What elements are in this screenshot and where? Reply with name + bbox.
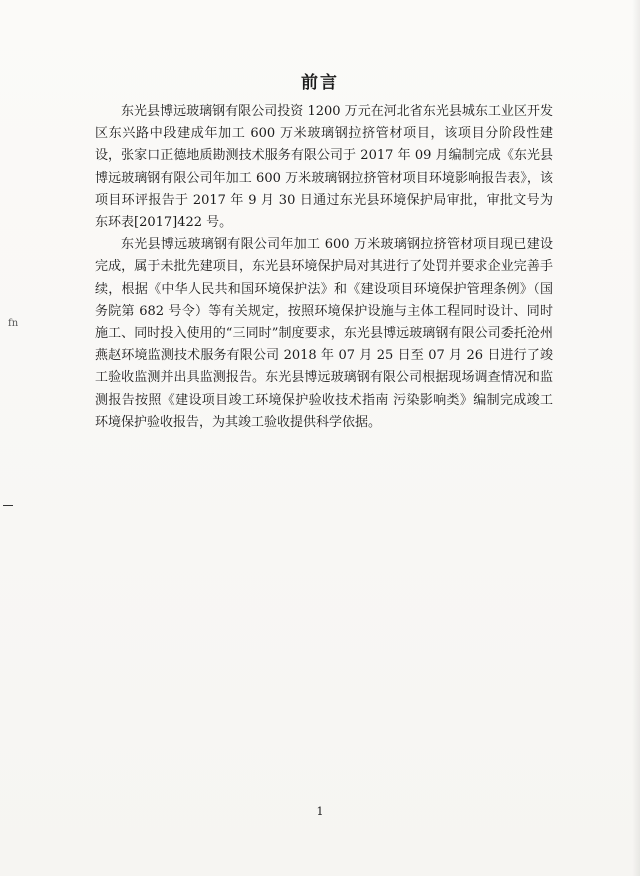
paragraph-2: 东光县博远玻璃钢有限公司年加工 600 万米玻璃钢拉挤管材项目现已建设完成，属于未批先建项目，东光县环境保护局对其进行了处罚并要求企业完善手续，根据《中华人民共和国环境保护法》和《建设项目环境保护管理条例》（国务院第 682 号令）等有关规定，按照环境保护设施与主体工程同时设计、同时施工、同时投入使用的“三同时”制度要求，东光县博远玻璃钢有限公司委托沧州燕赵环境监测技术服务有限公司 2018 年 07 月 25 日至 07 月 26 日进行了竣工验收监测并出具监测报告。东光县博远玻璃钢有限公司根据现场调查情况和监测报告按照《建设项目竣工环境保护验收技术指南 污染影响类》编制完成竣工环境保护验收报告，为其竣工验收提供科学依据。 (95, 237, 553, 430)
margin-dash (3, 505, 13, 506)
page-title: 前言 (301, 73, 339, 93)
paragraph-1: 东光县博远玻璃钢有限公司投资 1200 万元在河北省东光县城东工业区开发区东兴路中段建成年加工 600 万米玻璃钢拉挤管材项目，该项目分阶段性建设，张家口正德地质勘测技术服务有限公司于 2017 年 09 月编制完成《东光县博远玻璃钢有限公司年加工 600 万米玻璃钢拉挤管材项目环境影响报告表》，该项目环评报告于 2017 年 9 月 30 日通过东光县环境保护局审批，审批文号为东环表[2017]422 号。 (95, 104, 553, 231)
page-number: 1 (316, 805, 324, 818)
document-body (95, 101, 553, 434)
margin-scribble: fn (8, 318, 19, 329)
